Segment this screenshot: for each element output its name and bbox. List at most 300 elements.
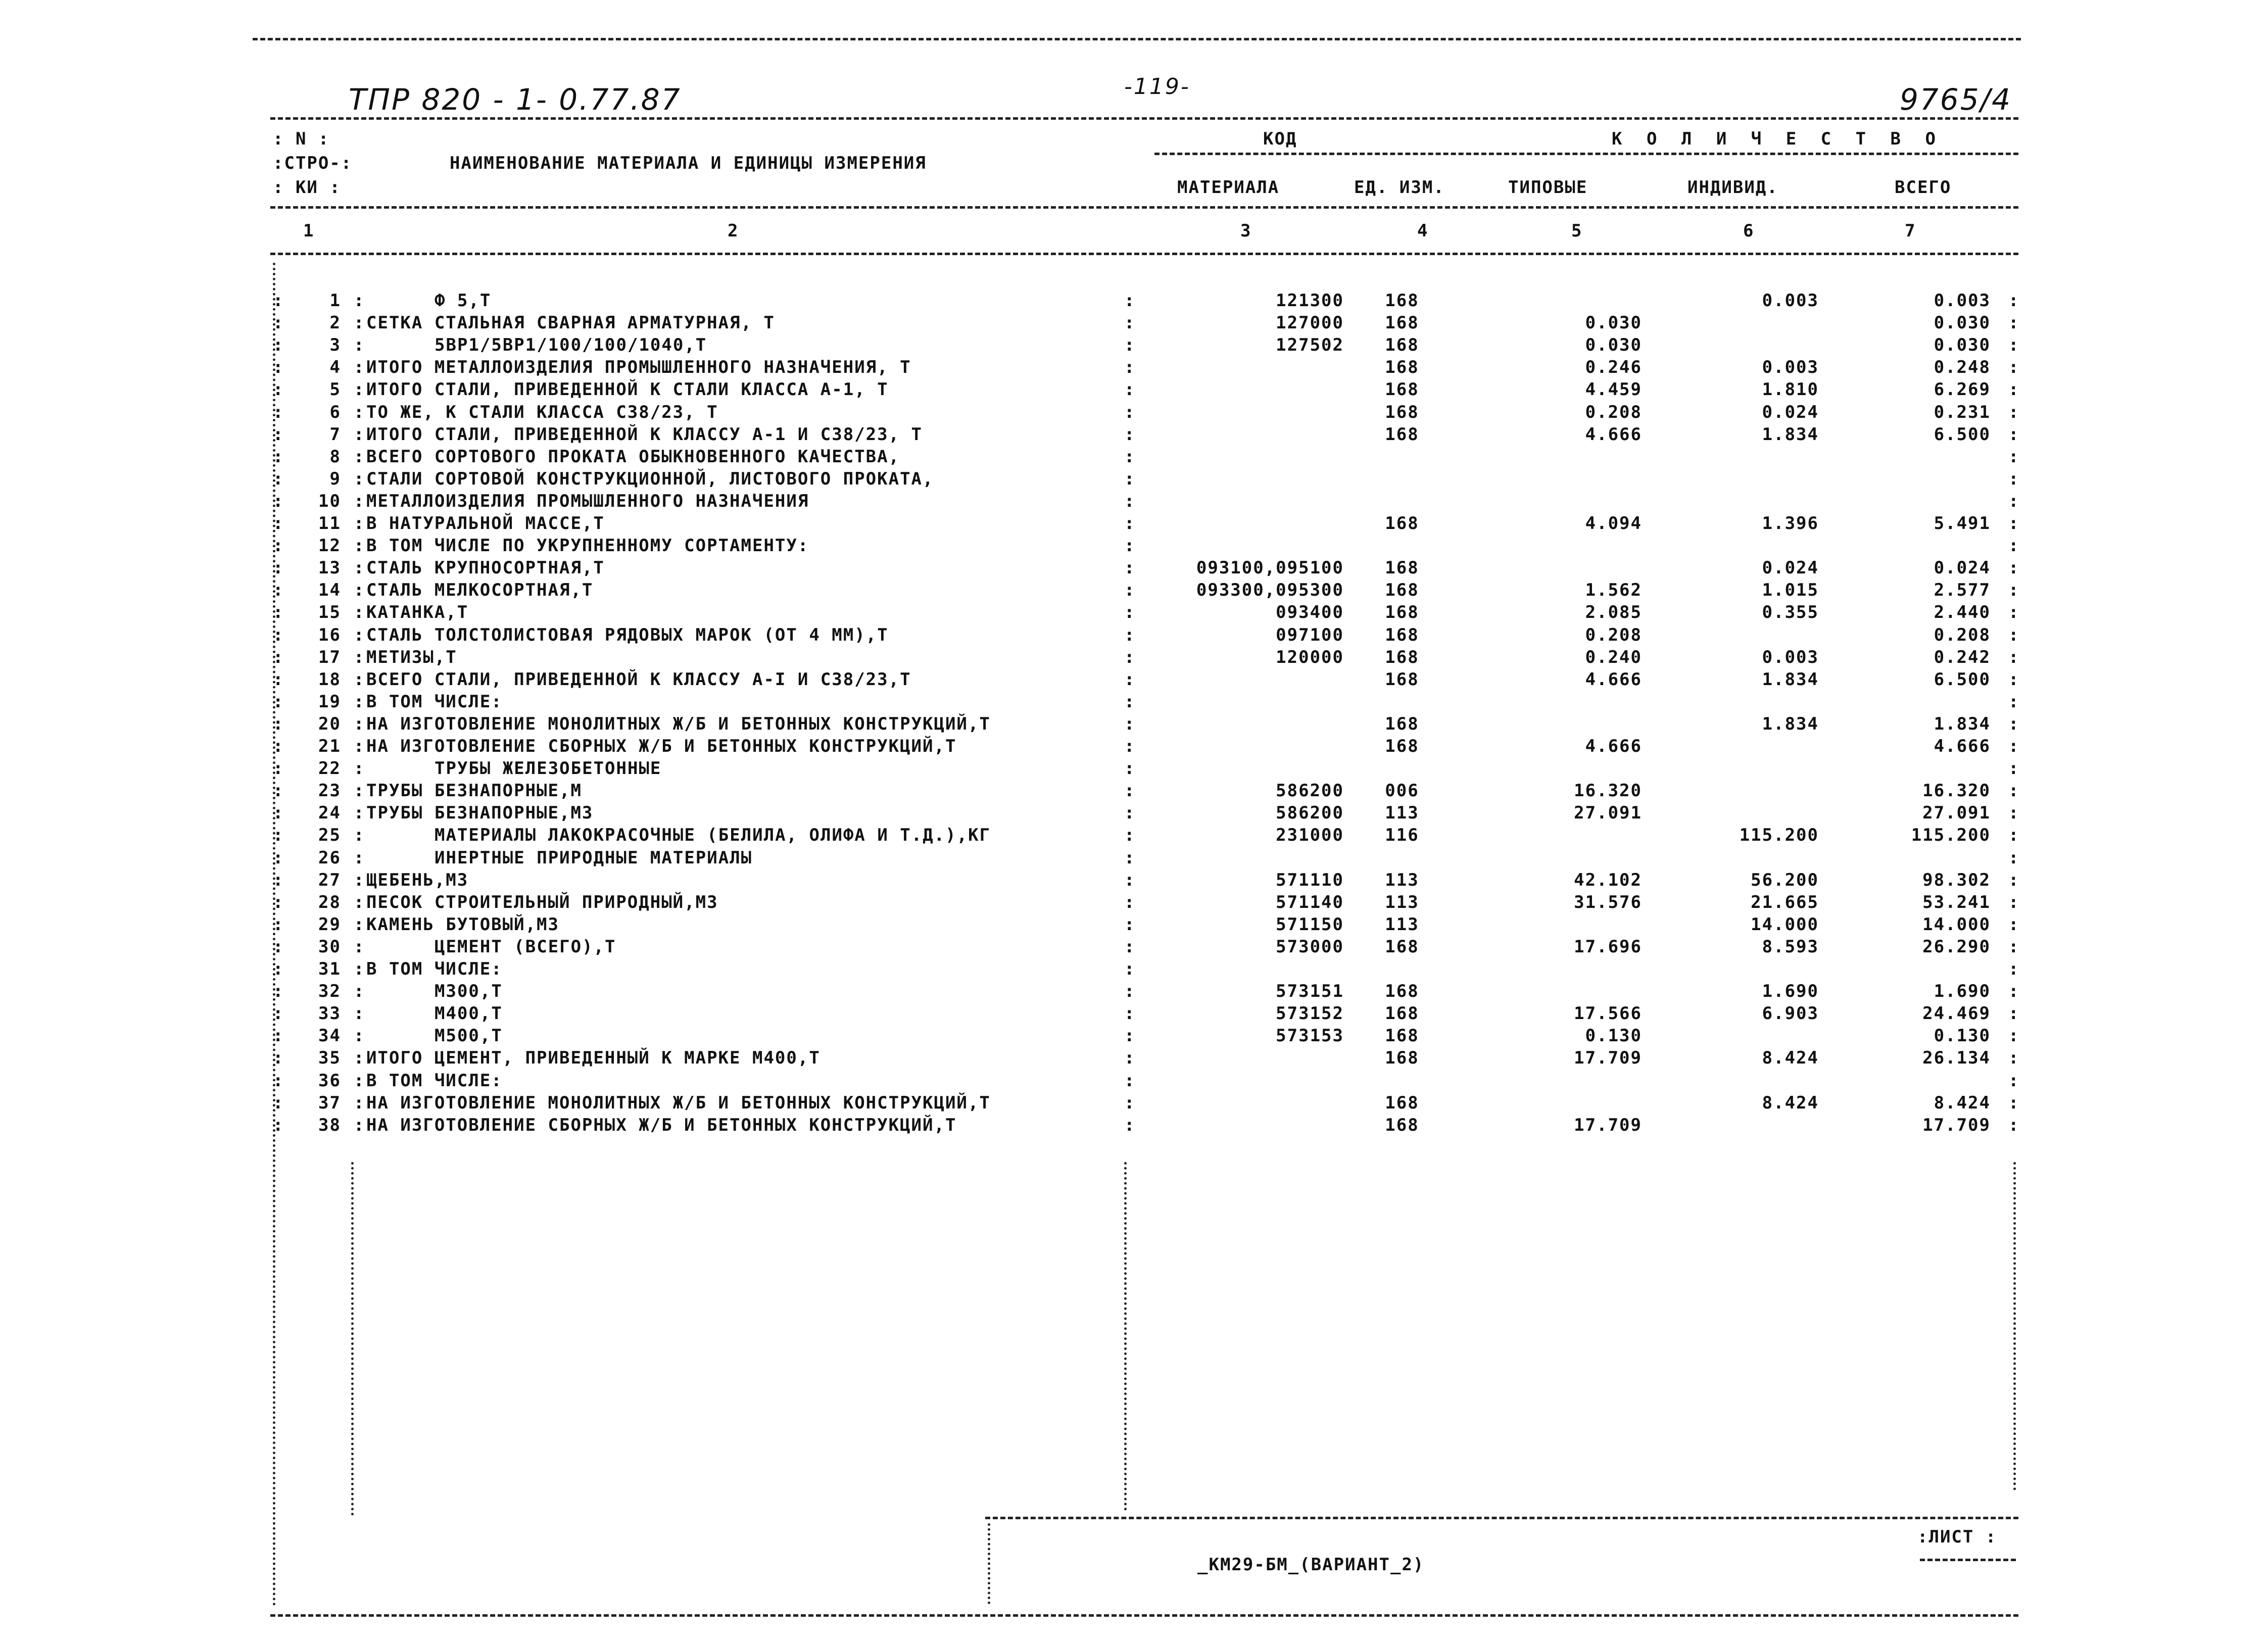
unit-code: 168	[1385, 313, 1419, 333]
column-separator: :	[273, 536, 284, 556]
material-code: 571150	[1276, 914, 1344, 935]
column-separator: :	[2008, 736, 2020, 756]
qty-total: 6.500	[1934, 669, 1991, 690]
column-separator: :	[1124, 937, 1136, 957]
material-name: НА ИЗГОТОВЛЕНИЕ СБОРНЫХ Ж/Б И БЕТОННЫХ КОНСТРУКЦИЙ,Т	[366, 736, 957, 756]
unit-code: 168	[1385, 1115, 1419, 1135]
qty-typical: 0.208	[1585, 625, 1642, 645]
column-separator: :	[1124, 447, 1136, 467]
qty-total: 1.834	[1934, 714, 1991, 734]
doc-code-right: 9765/4	[1900, 82, 2012, 117]
material-name: М300,Т	[435, 981, 503, 1001]
unit-code: 168	[1385, 602, 1419, 622]
column-separator: :	[273, 647, 284, 667]
column-separator: :	[1124, 1093, 1136, 1113]
header-material: МАТЕРИАЛА	[1177, 177, 1280, 198]
material-name: ТРУБЫ ЖЕЛЕЗОБЕТОННЫЕ	[435, 758, 662, 779]
column-separator: :	[1124, 580, 1136, 600]
row-number: 22	[318, 758, 341, 779]
header-col-num-3: 3	[1240, 221, 1252, 241]
column-separator: :	[354, 1003, 365, 1024]
qty-total: 26.290	[1922, 937, 1991, 957]
column-separator: :	[273, 313, 284, 333]
column-separator: :	[354, 335, 365, 355]
header-n-line-3: : КИ :	[273, 177, 341, 198]
column-separator: :	[273, 402, 284, 422]
column-separator: :	[273, 447, 284, 467]
column-separator: :	[1124, 714, 1136, 734]
qty-individual: 56.200	[1751, 870, 1819, 890]
page-number: -119-	[1124, 74, 1190, 100]
qty-total: 5.491	[1934, 513, 1991, 534]
footer-list-label: :ЛИСТ :	[1917, 1527, 1997, 1547]
title-underline	[270, 117, 2018, 120]
column-separator: :	[1124, 1048, 1136, 1068]
material-name: МЕТАЛЛОИЗДЕЛИЯ ПРОМЫШЛЕННОГО НАЗНАЧЕНИЯ	[366, 491, 809, 511]
column-separator: :	[2008, 692, 2020, 712]
material-name: ИТОГО СТАЛИ, ПРИВЕДЕННОЙ К КЛАССУ А-1 И С38/23, Т	[366, 424, 923, 445]
column-separator: :	[2008, 1048, 2020, 1068]
material-name: ЦЕМЕНТ (ВСЕГО),Т	[435, 937, 616, 957]
column-separator: :	[354, 892, 365, 912]
column-separator: :	[1124, 1115, 1136, 1135]
qty-individual: 8.424	[1762, 1093, 1819, 1113]
material-name: М400,Т	[435, 1003, 503, 1024]
column-separator: :	[1124, 379, 1136, 400]
unit-code: 168	[1385, 558, 1419, 578]
header-ind: ИНДИВИД.	[1687, 177, 1778, 198]
column-separator: :	[1124, 669, 1136, 690]
qty-typical: 0.130	[1585, 1026, 1642, 1046]
material-code: 093300,095300	[1196, 580, 1344, 600]
column-separator: :	[1124, 647, 1136, 667]
column-separator: :	[354, 625, 365, 645]
qty-individual: 1.396	[1762, 513, 1819, 534]
material-code: 121300	[1276, 291, 1344, 311]
column-separator: :	[273, 803, 284, 823]
unit-code: 168	[1385, 1093, 1419, 1113]
material-name: В НАТУРАЛЬНОЙ МАССЕ,Т	[366, 513, 605, 534]
qty-total: 0.248	[1934, 357, 1991, 377]
qty-individual: 1.834	[1762, 424, 1819, 445]
column-separator: :	[1124, 959, 1136, 979]
column-separator: :	[354, 736, 365, 756]
material-name: ЩЕБЕНЬ,М3	[366, 870, 469, 890]
material-name: ТО ЖЕ, К СТАЛИ КЛАССА С38/23, Т	[366, 402, 718, 422]
column-separator: :	[354, 914, 365, 935]
header-vsego: ВСЕГО	[1895, 177, 1952, 198]
column-separator: :	[273, 1003, 284, 1024]
material-code: 571140	[1276, 892, 1344, 912]
column-separator: :	[2008, 714, 2020, 734]
row-num-separator	[351, 1162, 354, 1516]
qty-total: 2.440	[1934, 602, 1991, 622]
row-number: 27	[318, 870, 341, 890]
column-separator: :	[273, 669, 284, 690]
row-number: 23	[318, 781, 341, 801]
column-separator: :	[2008, 402, 2020, 422]
row-number: 36	[318, 1071, 341, 1091]
column-separator: :	[354, 424, 365, 445]
footer-top-line	[985, 1517, 2018, 1519]
material-code: 573000	[1276, 937, 1344, 957]
column-separator: :	[273, 513, 284, 534]
column-separator: :	[1124, 424, 1136, 445]
header-tip: ТИПОВЫЕ	[1508, 177, 1588, 198]
column-separator: :	[354, 848, 365, 868]
qty-typical: 4.459	[1585, 379, 1642, 400]
qty-typical: 1.562	[1585, 580, 1642, 600]
column-separator: :	[273, 602, 284, 622]
column-separator: :	[1124, 1003, 1136, 1024]
qty-total: 6.500	[1934, 424, 1991, 445]
column-separator: :	[273, 692, 284, 712]
column-separator: :	[2008, 870, 2020, 890]
material-name: ПЕСОК СТРОИТЕЛЬНЫЙ ПРИРОДНЫЙ,М3	[366, 892, 718, 912]
column-separator: :	[273, 625, 284, 645]
qty-typical: 27.091	[1574, 803, 1642, 823]
material-code: 573153	[1276, 1026, 1344, 1046]
unit-code: 168	[1385, 937, 1419, 957]
header-name: НАИМЕНОВАНИЕ МАТЕРИАЛА И ЕДИНИЦЫ ИЗМЕРЕНИЯ	[450, 153, 927, 173]
column-separator: :	[273, 379, 284, 400]
column-separator: :	[1124, 892, 1136, 912]
row-number: 30	[318, 937, 341, 957]
qty-typical: 4.666	[1585, 736, 1642, 756]
material-name: В ТОМ ЧИСЛЕ ПО УКРУПНЕННОМУ СОРТАМЕНТУ:	[366, 536, 809, 556]
column-separator: :	[2008, 580, 2020, 600]
column-separator: :	[273, 558, 284, 578]
column-separator: :	[273, 914, 284, 935]
row-number: 16	[318, 625, 341, 645]
qty-total: 0.130	[1934, 1026, 1991, 1046]
column-separator: :	[354, 870, 365, 890]
qty-individual: 0.024	[1762, 402, 1819, 422]
material-name: СЕТКА СТАЛЬНАЯ СВАРНАЯ АРМАТУРНАЯ, Т	[366, 313, 775, 333]
top-border-line	[253, 38, 2021, 40]
column-separator: :	[1124, 357, 1136, 377]
column-separator: :	[354, 1093, 365, 1113]
column-separator: :	[273, 335, 284, 355]
column-separator: :	[2008, 937, 2020, 957]
column-separator: :	[2008, 536, 2020, 556]
header-divider-mid	[1154, 153, 2018, 155]
material-name: МЕТИЗЫ,Т	[366, 647, 457, 667]
column-separator: :	[2008, 647, 2020, 667]
qty-individual: 0.003	[1762, 647, 1819, 667]
unit-code: 168	[1385, 625, 1419, 645]
qty-total: 0.030	[1934, 313, 1991, 333]
row-number: 9	[329, 469, 341, 489]
material-name: ВСЕГО СОРТОВОГО ПРОКАТА ОБЫКНОВЕННОГО КАЧЕСТВА,	[366, 447, 900, 467]
column-separator: :	[1124, 1071, 1136, 1091]
column-separator: :	[2008, 1093, 2020, 1113]
column-separator: :	[1124, 1026, 1136, 1046]
column-separator: :	[1124, 513, 1136, 534]
column-separator: :	[273, 848, 284, 868]
material-code: 093400	[1276, 602, 1344, 622]
unit-code: 168	[1385, 981, 1419, 1001]
column-separator: :	[354, 513, 365, 534]
unit-code: 168	[1385, 736, 1419, 756]
unit-code: 006	[1385, 781, 1419, 801]
column-separator: :	[354, 313, 365, 333]
qty-individual: 8.593	[1762, 937, 1819, 957]
column-separator: :	[2008, 1003, 2020, 1024]
column-separator: :	[354, 781, 365, 801]
column-separator: :	[273, 1093, 284, 1113]
column-separator: :	[273, 781, 284, 801]
row-number: 24	[318, 803, 341, 823]
material-code: 571110	[1276, 870, 1344, 890]
column-separator: :	[2008, 491, 2020, 511]
column-separator: :	[354, 536, 365, 556]
material-name: В ТОМ ЧИСЛЕ:	[366, 959, 503, 979]
column-separator: :	[2008, 335, 2020, 355]
qty-typical: 16.320	[1574, 781, 1642, 801]
column-separator: :	[354, 402, 365, 422]
column-separator: :	[1124, 536, 1136, 556]
material-name: НА ИЗГОТОВЛЕНИЕ СБОРНЫХ Ж/Б И БЕТОННЫХ КОНСТРУКЦИЙ,Т	[366, 1115, 957, 1135]
left-border-line	[273, 263, 275, 1607]
column-separator: :	[2008, 447, 2020, 467]
unit-code: 168	[1385, 379, 1419, 400]
column-separator: :	[273, 714, 284, 734]
unit-code: 168	[1385, 1048, 1419, 1068]
column-separator: :	[354, 714, 365, 734]
unit-code: 168	[1385, 647, 1419, 667]
material-code: 127000	[1276, 313, 1344, 333]
column-separator: :	[273, 870, 284, 890]
qty-total: 26.134	[1922, 1048, 1991, 1068]
column-separator: :	[2008, 625, 2020, 645]
column-separator: :	[2008, 758, 2020, 779]
row-number: 7	[329, 424, 341, 445]
right-border-line	[2013, 1162, 2016, 1490]
header-n-line-1: : N :	[273, 129, 330, 149]
column-separator: :	[2008, 469, 2020, 489]
row-number: 34	[318, 1026, 341, 1046]
row-number: 11	[318, 513, 341, 534]
column-separator: :	[273, 580, 284, 600]
column-separator: :	[2008, 313, 2020, 333]
row-number: 20	[318, 714, 341, 734]
material-name: ИТОГО ЦЕМЕНТ, ПРИВЕДЕННЫЙ К МАРКЕ М400,Т	[366, 1048, 821, 1068]
material-name: ИТОГО МЕТАЛЛОИЗДЕЛИЯ ПРОМЫШЛЕННОГО НАЗНАЧЕНИЯ, Т	[366, 357, 911, 377]
row-number: 1	[329, 291, 341, 311]
material-code: 573152	[1276, 1003, 1344, 1024]
column-separator: :	[2008, 825, 2020, 845]
qty-individual: 1.834	[1762, 669, 1819, 690]
bottom-border-line	[270, 1614, 2018, 1617]
material-name: Ф 5,Т	[435, 291, 492, 311]
header-col-num-4: 4	[1417, 221, 1429, 241]
column-separator: :	[354, 692, 365, 712]
column-separator: :	[1124, 981, 1136, 1001]
row-number: 38	[318, 1115, 341, 1135]
row-number: 4	[329, 357, 341, 377]
column-separator: :	[1124, 736, 1136, 756]
row-number: 33	[318, 1003, 341, 1024]
header-ed: ЕД. ИЗМ.	[1354, 177, 1445, 198]
row-number: 35	[318, 1048, 341, 1068]
column-separator: :	[1124, 491, 1136, 511]
qty-total: 0.003	[1934, 291, 1991, 311]
material-name: МАТЕРИАЛЫ ЛАКОКРАСОЧНЫЕ (БЕЛИЛА, ОЛИФА И Т.Д.),КГ	[435, 825, 991, 845]
row-number: 31	[318, 959, 341, 979]
column-separator: :	[1124, 870, 1136, 890]
column-separator: :	[354, 825, 365, 845]
qty-typical: 17.696	[1574, 937, 1642, 957]
column-separator: :	[2008, 892, 2020, 912]
column-separator: :	[1124, 291, 1136, 311]
qty-total: 8.424	[1934, 1093, 1991, 1113]
doc-code-left: ТПР 820 - 1- 0.77.87	[349, 82, 682, 117]
material-name: КАТАНКА,Т	[366, 602, 469, 622]
column-separator: :	[273, 291, 284, 311]
column-separator: :	[354, 1026, 365, 1046]
row-number: 14	[318, 580, 341, 600]
qty-total: 2.577	[1934, 580, 1991, 600]
material-name: КАМЕНЬ БУТОВЫЙ,М3	[366, 914, 559, 935]
row-number: 29	[318, 914, 341, 935]
column-separator: :	[273, 959, 284, 979]
column-separator: :	[2008, 781, 2020, 801]
column-separator: :	[354, 558, 365, 578]
column-separator: :	[2008, 914, 2020, 935]
column-separator: :	[1124, 692, 1136, 712]
qty-total: 27.091	[1922, 803, 1991, 823]
column-separator: :	[2008, 357, 2020, 377]
qty-typical: 0.208	[1585, 402, 1642, 422]
qty-typical: 0.246	[1585, 357, 1642, 377]
column-separator: :	[2008, 379, 2020, 400]
column-separator: :	[354, 937, 365, 957]
column-separator: :	[1124, 848, 1136, 868]
column-separator: :	[354, 602, 365, 622]
material-name: В ТОМ ЧИСЛЕ:	[366, 692, 503, 712]
column-separator: :	[2008, 424, 2020, 445]
qty-typical: 2.085	[1585, 602, 1642, 622]
qty-individual: 1.810	[1762, 379, 1819, 400]
column-separator: :	[354, 291, 365, 311]
qty-total: 1.690	[1934, 981, 1991, 1001]
column-separator: :	[354, 357, 365, 377]
row-number: 5	[329, 379, 341, 400]
qty-total: 0.231	[1934, 402, 1991, 422]
qty-total: 98.302	[1922, 870, 1991, 890]
column-separator: :	[2008, 558, 2020, 578]
material-code: 120000	[1276, 647, 1344, 667]
row-number: 21	[318, 736, 341, 756]
column-separator: :	[2008, 959, 2020, 979]
qty-individual: 14.000	[1751, 914, 1819, 935]
column-separator: :	[273, 1026, 284, 1046]
column-separator: :	[273, 357, 284, 377]
column-separator: :	[273, 825, 284, 845]
row-number: 3	[329, 335, 341, 355]
column-separator: :	[2008, 848, 2020, 868]
header-kolichestvo: К О Л И Ч Е С Т В О	[1612, 129, 1943, 149]
qty-individual: 6.903	[1762, 1003, 1819, 1024]
qty-total: 24.469	[1922, 1003, 1991, 1024]
material-name: СТАЛЬ ТОЛСТОЛИСТОВАЯ РЯДОВЫХ МАРОК (ОТ 4 ММ),Т	[366, 625, 889, 645]
unit-code: 113	[1385, 870, 1419, 890]
material-name: НА ИЗГОТОВЛЕНИЕ МОНОЛИТНЫХ Ж/Б И БЕТОННЫХ КОНСТРУКЦИЙ,Т	[366, 714, 991, 734]
material-code: 573151	[1276, 981, 1344, 1001]
qty-typical: 4.666	[1585, 424, 1642, 445]
qty-total: 0.242	[1934, 647, 1991, 667]
row-number: 25	[318, 825, 341, 845]
material-name: ТРУБЫ БЕЗНАПОРНЫЕ,М	[366, 781, 582, 801]
unit-code: 168	[1385, 580, 1419, 600]
header-col-num-5: 5	[1571, 221, 1583, 241]
column-separator: :	[273, 1048, 284, 1068]
qty-individual: 1.690	[1762, 981, 1819, 1001]
material-name: ВСЕГО СТАЛИ, ПРИВЕДЕННОЙ К КЛАССУ А-I И С38/23,Т	[366, 669, 911, 690]
column-separator: :	[354, 491, 365, 511]
header-kod: КОД	[1263, 129, 1297, 149]
qty-total: 53.241	[1922, 892, 1991, 912]
header-bottom-divider	[270, 253, 2018, 255]
qty-individual: 0.003	[1762, 357, 1819, 377]
unit-code: 168	[1385, 1003, 1419, 1024]
row-number: 28	[318, 892, 341, 912]
column-separator: :	[273, 491, 284, 511]
qty-individual: 115.200	[1739, 825, 1819, 845]
qty-typical: 4.666	[1585, 669, 1642, 690]
column-separator: :	[354, 447, 365, 467]
column-separator: :	[273, 1071, 284, 1091]
material-name: СТАЛЬ МЕЛКОСОРТНАЯ,Т	[366, 580, 594, 600]
material-code: 097100	[1276, 625, 1344, 645]
qty-typical: 17.709	[1574, 1048, 1642, 1068]
unit-code: 168	[1385, 402, 1419, 422]
column-separator: :	[354, 379, 365, 400]
header-col-num-1: 1	[303, 221, 315, 241]
footer-list-underline	[1920, 1559, 2016, 1561]
header-n-line-2: :СТРО-:	[273, 153, 353, 173]
material-name: ТРУБЫ БЕЗНАПОРНЫЕ,М3	[366, 803, 594, 823]
column-separator: :	[354, 647, 365, 667]
column-separator: :	[273, 424, 284, 445]
qty-typical: 42.102	[1574, 870, 1642, 890]
row-number: 6	[329, 402, 341, 422]
qty-typical: 0.030	[1585, 335, 1642, 355]
unit-code: 113	[1385, 914, 1419, 935]
column-separator: :	[1124, 781, 1136, 801]
column-separator: :	[273, 937, 284, 957]
column-separator: :	[1124, 803, 1136, 823]
column-separator: :	[1124, 335, 1136, 355]
qty-total: 0.024	[1934, 558, 1991, 578]
header-col-num-7: 7	[1905, 221, 1916, 241]
footer-label: _КМ29-БМ_(ВАРИАНТ_2)	[1197, 1555, 1425, 1575]
column-separator: :	[2008, 981, 2020, 1001]
row-number: 15	[318, 602, 341, 622]
qty-total: 0.208	[1934, 625, 1991, 645]
column-separator: :	[1124, 602, 1136, 622]
column-separator: :	[354, 1115, 365, 1135]
column-separator: :	[354, 1048, 365, 1068]
column-separator: :	[1124, 825, 1136, 845]
material-name: НА ИЗГОТОВЛЕНИЕ МОНОЛИТНЫХ Ж/Б И БЕТОННЫХ КОНСТРУКЦИЙ,Т	[366, 1093, 991, 1113]
column-separator: :	[273, 892, 284, 912]
qty-individual: 0.355	[1762, 602, 1819, 622]
material-name: М500,Т	[435, 1026, 503, 1046]
column-separator: :	[2008, 803, 2020, 823]
qty-individual: 0.003	[1762, 291, 1819, 311]
